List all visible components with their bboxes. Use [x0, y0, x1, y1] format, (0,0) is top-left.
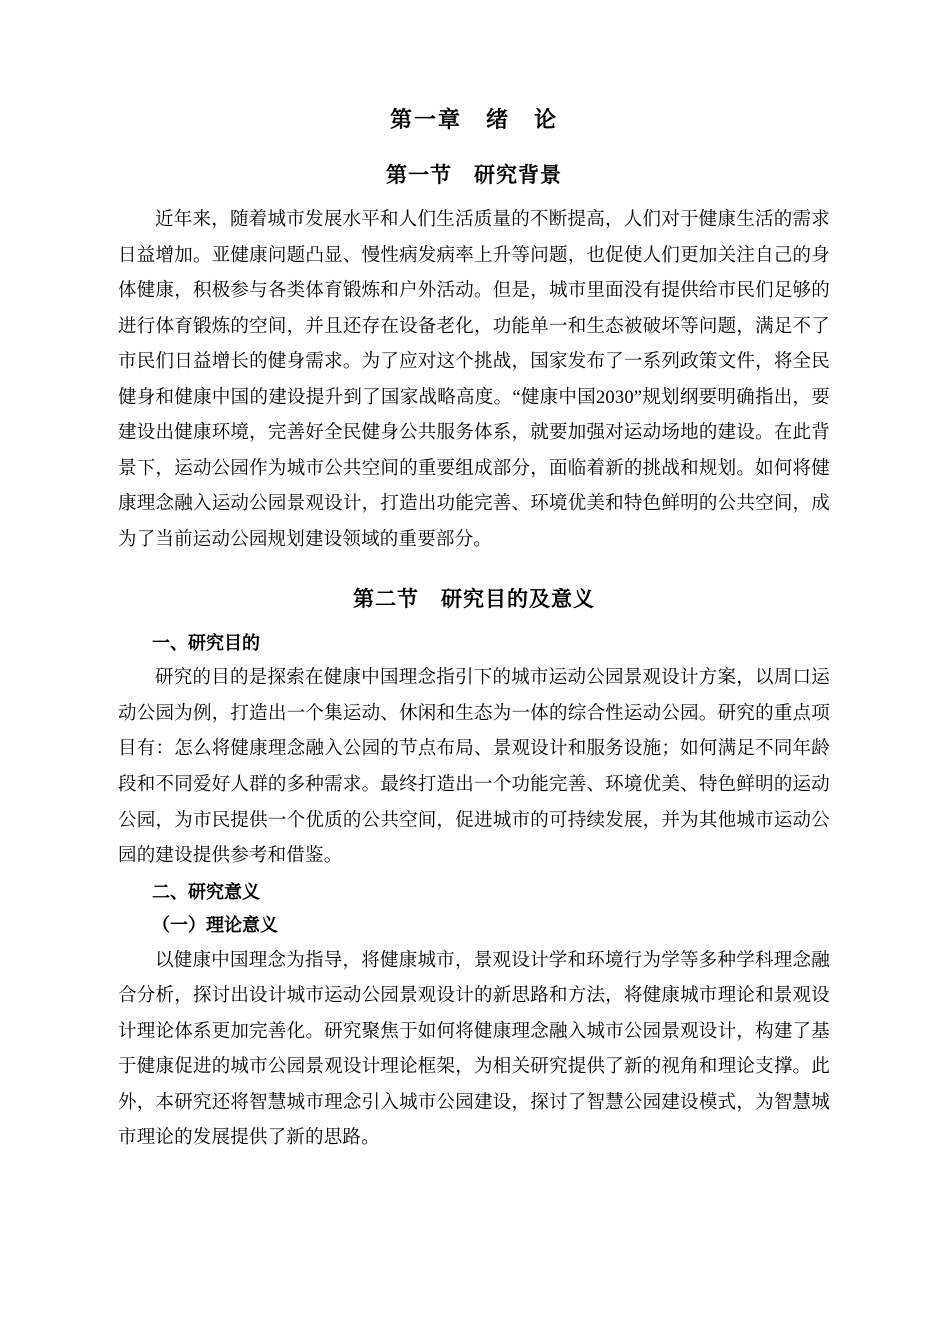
- subsubsection-heading-theoretical-significance: （一）理论意义: [152, 915, 278, 936]
- paragraph-research-purpose: 研究的目的是探索在健康中国理念指引下的城市运动公园景观设计方案，以周口运动公园为例，打造出一个集运动、休闲和生态为一体的综合性运动公园。研究的重点项目有：怎么将健康理念融入公园的节点布局、景观设计和服务设施；如何满足不同年龄段和不同爱好人群的多种需求。最终打造出一个功能完善、环境优美、特色鲜明的运动公园，为市民提供一个优质的公共空间，促进城市的可持续发展，并为其他城市运动公园的建设提供参考和借鉴。: [118, 668, 830, 867]
- paragraph-research-background: 近年来，随着城市发展水平和人们生活质量的不断提高，人们对于健康生活的需求日益增加。亚健康问题凸显、慢性病发病率上升等问题，也促使人们更加关注自己的身体健康，积极参与各类体育锻炼和户外活动。但是，城市里面没有提供给市民们足够的进行体育锻炼的空间，并且还存在设备老化，功能单一和生态被破坏等问题，满足不了市民们日益增长的健身需求。为了应对这个挑战，国家发布了一系列政策文件，将全民健身和健康中国的建设提升到了国家战略高度。“健康中国2030”规划纲要明确指出，要建设出健康环境，完善好全民健身公共服务体系，就要加强对运动场地的建设。在此背景下，运动公园作为城市公共空间的重要组成部分，面临着新的挑战和规划。如何将健康理念融入运动公园景观设计，打造出功能完善、环境优美和特色鲜明的公共空间，成为了当前运动公园规划建设领域的重要部分。: [118, 210, 830, 550]
- subsection-heading-research-purpose: 一、研究目的: [152, 632, 260, 653]
- paragraph-theoretical-significance: 以健康中国理念为指导，将健康城市，景观设计学和环境行为学等多种学科理念融合分析，探讨出设计城市运动公园景观设计的新思路和方法，将健康城市理论和景观设计理论体系更加完善化。研究聚焦于如何将健康理念融入城市公园景观设计，构建了基于健康促进的城市公园景观设计理论框架，为相关研究提供了新的视角和理论支撑。此外，本研究还将智慧城市理念引入城市公园建设，探讨了智慧公园建设模式，为智慧城市理论的发展提供了新的思路。: [118, 950, 830, 1149]
- section-heading-research-purpose-significance: 第二节 研究目的及意义: [353, 587, 595, 612]
- chapter-title: 第一章 绪 论: [389, 107, 558, 132]
- section-heading-research-background: 第一节 研究背景: [386, 162, 562, 187]
- subsection-heading-research-significance: 二、研究意义: [152, 881, 260, 902]
